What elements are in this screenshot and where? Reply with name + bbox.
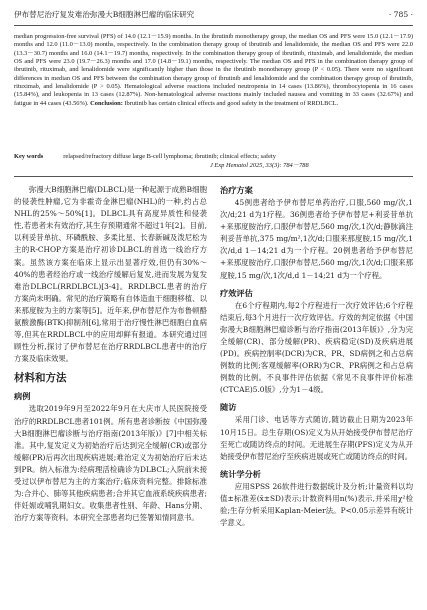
followup-paragraph: 采用门诊、电话等方式随访,随访截止日期为2023年10月15日。总生存期(OS)定义为从开始接受伊布替尼治疗至死亡或随访终点的时间。无进展生存期(PFS)定义为从开始接受伊布替尼治疗至疾病进展或死亡或随访终点的时间。 [220,415,413,461]
cases-paragraph: 选取2019年9月至2022年9月在大庆市人民医院接受治疗的RRDLBCL患者101例。所有患者诊断按《中国弥漫大B细胞淋巴瘤诊断与治疗指南(2013年版)》[7]中相关标准。其中,复发定义为初始治疗后达到完全缓解(CR)或部分缓解(PR)后再次出现疾病进展;难治定义为初始治疗后未达到PR。纳入标准为:经病理活检确诊为DLBCL;入院前未接受过以伊布替尼为主的方案治疗;临床资料完整。排除标准为:合并心、肺等其他疾病患者;合并其它血液系统疾病患者;伴妊娠或哺乳期妇女。收集患者性别、年龄、Hans分期、治疗方案等资料。本研究全部患者均已签署知情同意书。 [14,404,207,523]
conclusion-text: Ibrutinib has certain clinical effects and good safety in the treatment of RRDLBCL. [122,99,339,107]
intro-paragraph: 弥漫大B细胞淋巴瘤(DLBCL)是一种起源于成熟B细胞的侵袭性肿瘤,它为非霍奇金淋巴瘤(NHL)的一种,约占总NHL的25%～50%[1]。DLBCL具有高度异质性和侵袭性,若患者未有效治疗,其生存预期通常不超过1年[2]。目前,以利妥昔单抗、环磷酰胺、多柔比星、长春新碱及泼尼松为主的R-CHOP方案是治疗初诊DLBCL的首选一线治疗方案。虽然该方案在临床上显示出显著疗效,但仍有30%～40%的患者经治疗或一线治疗缓解后复发,进而发展为复发难治DLBCL(RRDLBCL)[3-4]。RRDLBCL患者的治疗方案尚未明确。常见的治疗策略有自体造血干细胞移植、以来那度胺为主的方案等[5]。近年来,伊布替尼作为布鲁顿酪氨酸激酶(BTK)抑制剂[6],常用于治疗慢性淋巴细胞白血病等,但其在RRDLBCL中的应用却鲜有报道。本研究通过回顾性分析,探讨了伊布替尼在治疗RRDLBCL患者中的治疗方案及临床效果。 [14,185,207,364]
running-title: 伊布替尼治疗复发难治弥漫大B细胞淋巴瘤的临床研究 [14,10,195,19]
keywords-text: relapsed/refractory diffuse large B-cell lymphoma; ibrutinib; clinical effects; safety [63,153,276,160]
page-number: · 785 · [388,10,413,19]
conclusion-label: Conclusion: [90,99,123,107]
statistics-paragraph: 应用SPSS 26软件进行数据统计及分析;计量资料以均值±标准差(x̄±SD)表示;计数资料用n(%)表示,并采用χ²检验;生存分析采用Kaplan-Meier法。P<0.05示差异有统计学意义。 [220,481,413,528]
keywords-label: Key words [14,153,44,160]
left-column [14,184,207,524]
subsection-title-followup: 随访 [220,402,237,413]
header-rule [14,25,413,26]
treatment-paragraph: 45例患者给予伊布替尼单药治疗,口服,560 mg/次,1次/d;21 d为1疗程。36例患者给予伊布替尼+利妥昔单抗+来那度胺治疗,口服伊布替尼,560 mg/次,1次/d;静脉滴注利妥昔单抗,375 mg/m²,1次/d;口服来那度胺,15 mg/次,1次/d,d 1－14;21 d为一个疗程。20例患者给予伊布替尼+来那度胺治疗,口服伊布替尼,560 mg/次,1次/d;口服来那度胺,15 mg/次,1次/d,d 1－14;21 d为一个疗程。 [220,198,413,280]
subsection-title-statistics: 统计学分析 [220,468,261,479]
section-title-methods: 材料和方法 [14,372,67,385]
right-column [220,184,413,529]
journal-citation: J Exp Hematol 2025, 33(3): 784－788 [210,162,309,169]
subsection-title-cases: 病例 [14,391,31,402]
abstract-rule [14,176,413,177]
english-abstract [14,33,413,108]
abstract-results-text: median progression-free survival (PFS) of 14.0 (12.1－15.9) months. In the ibrutinib monotherapy group, the median OS and PFS were 15.0 (12.1－17.9) months and 12.0 (11.0－13.0) months, respectively. In the combination therapy group of ibrutinib and lenalidomide, the median OS and PFS were 22.0 (13.3－30.7) months and 16.0 (14.1－19.7) months, respectively. In the combination therapy group of ibrutinib, rituximab, and lenalidomide, the median OS and PFS were 23.0 (19.7－26.3) months and 17.0 (14.8－19.1) months, respectively. The median OS and PFS in the combination therapy group of ibrutinib, rituximab, and lenalidomide were significantly higher than those in the ibrutinib monotherapy group (P < 0.05). There were no significant differences in median OS and PFS between the combination therapy group of ibrutinib and lenalidomide and the combination therapy group of ibrutinib, rituximab, and lenalidomide (P > 0.05). Hematological adverse reactions included neutropenia in 14 cases (13.86%), thrombocytopenia in 16 cases (15.84%), and leukopenia in 13 cases (12.87%). Non-hematological adverse reactions mainly included nausea and vomiting in 33 cases (32.67%) and fatigue in 44 cases (43.56%). [14,33,413,107]
keywords [14,153,413,161]
running-header [14,8,413,22]
subsection-title-treatment: 治疗方案 [220,185,253,195]
efficacy-paragraph: 在6个疗程期内,每2个疗程进行一次疗效评估;6个疗程结束后,每3个月进行一次疗效评估。疗效的判定依据《中国弥漫大B细胞淋巴瘤诊断与治疗指南(2013年版)》,分为完全缓解(CR)、部分缓解(PR)、疾病稳定(SD)及疾病进展(PD)。疾病控制率(DCR)为CR、PR、SD病例之和占总病例数的比例;客观缓解率(ORR)为CR、PR病例之和占总病例数的比例。不良事件评估依据《常见不良事件评价标准(CTCAE)5.0版》,分为1－4级。 [220,300,413,395]
subsection-title-efficacy: 疗效评估 [220,287,253,298]
